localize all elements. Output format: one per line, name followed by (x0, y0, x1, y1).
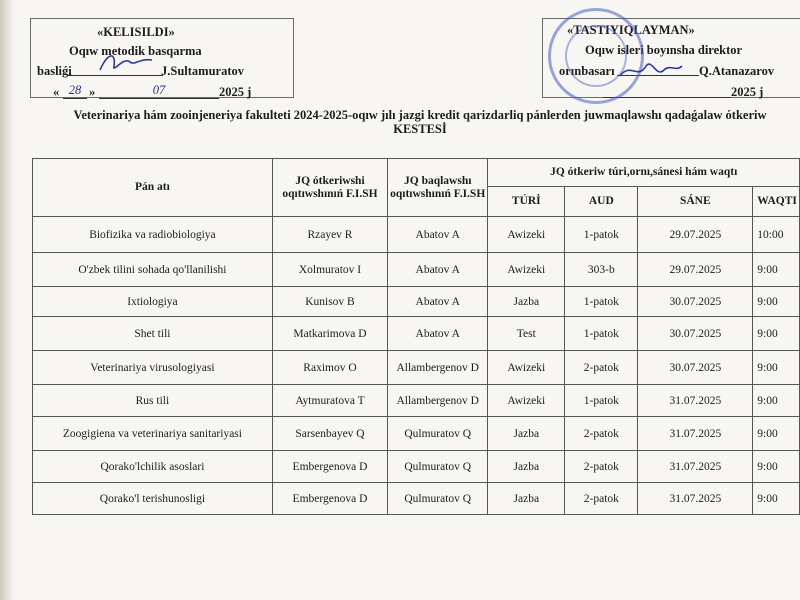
table-row (33, 287, 800, 317)
cell-subject: Biofizika va radiobiologiya (33, 217, 273, 253)
cell-time: 9:00 (753, 417, 800, 451)
date-line-right (603, 97, 731, 98)
approval-left-day: 28 (63, 83, 87, 99)
header-supervisor: JQ baqlawshı oqıtıwshınıń F.I.SH (388, 159, 488, 217)
cell-date: 31.07.2025 (638, 451, 753, 483)
approval-block-left (30, 18, 294, 98)
cell-supervisor: Allambergenov D (388, 385, 488, 417)
cell-supervisor: Abatov A (388, 287, 488, 317)
approval-left-heading: «KELISILDI» (97, 25, 175, 39)
cell-room: 2-patok (565, 483, 638, 515)
cell-room: 2-patok (565, 417, 638, 451)
header-date: SÁNE (638, 187, 753, 217)
approval-left-line1: Oqıw metodik basqarma (69, 44, 202, 58)
cell-time: 10:00 (753, 217, 800, 253)
cell-examiner: Sarsenbayev Q (272, 417, 387, 451)
cell-date: 30.07.2025 (638, 317, 753, 351)
cell-examiner: Rzayev R (272, 217, 387, 253)
approval-left-month: 07 (99, 83, 219, 99)
title-line-1: Veterinariya hám zooinjeneriya fakulteti 2024-2025-oqıw jılı jazgi kredit qarizdarliq pánlerden juwmaqlawshı qadaǵalaw ótkeriw (73, 108, 767, 122)
approval-right-line2: orınbasarı (559, 64, 615, 78)
signature-right (616, 56, 686, 84)
cell-time: 9:00 (753, 287, 800, 317)
approval-left-name: J.Sultamuratov (161, 64, 244, 78)
title-line-2: KESTESİ (393, 122, 447, 136)
cell-subject: O'zbek tilini sohada qo'llanilishi (33, 253, 273, 287)
cell-room: 1-patok (565, 385, 638, 417)
table-row (33, 253, 800, 287)
table-row (33, 351, 800, 385)
header-subject: Pán atı (33, 159, 273, 217)
cell-subject: Veterinariya virusologiyasi (33, 351, 273, 385)
cell-type: Jazba (488, 451, 565, 483)
cell-time: 9:00 (753, 317, 800, 351)
cell-subject: Ixtiologiya (33, 287, 273, 317)
cell-room: 1-patok (565, 217, 638, 253)
cell-date: 30.07.2025 (638, 351, 753, 385)
cell-supervisor: Qulmuratov Q (388, 483, 488, 515)
date-quote-open: « (53, 85, 60, 99)
cell-time: 9:00 (753, 483, 800, 515)
cell-time: 9:00 (753, 385, 800, 417)
cell-examiner: Embergenova D (272, 483, 387, 515)
document-title (40, 108, 800, 136)
approval-right-year: 2025 j (731, 85, 764, 99)
cell-subject: Qorako'lchilik asoslari (33, 451, 273, 483)
cell-date: 29.07.2025 (638, 217, 753, 253)
cell-supervisor: Abatov A (388, 317, 488, 351)
cell-examiner: Kunisov B (272, 287, 387, 317)
cell-date: 31.07.2025 (638, 417, 753, 451)
cell-date: 31.07.2025 (638, 483, 753, 515)
header-examiner: JQ ótkeriwshi oqıtıwshınıń F.I.SH (272, 159, 387, 217)
cell-type: Jazba (488, 287, 565, 317)
cell-type: Awizeki (488, 217, 565, 253)
cell-supervisor: Abatov A (388, 253, 488, 287)
table-row (33, 483, 800, 515)
header-room: AUD (565, 187, 638, 217)
cell-subject: Rus tili (33, 385, 273, 417)
cell-supervisor: Abatov A (388, 217, 488, 253)
cell-type: Test (488, 317, 565, 351)
cell-date: 29.07.2025 (638, 253, 753, 287)
cell-room: 303-b (565, 253, 638, 287)
header-type: TÚRİ (488, 187, 565, 217)
cell-time: 9:00 (753, 253, 800, 287)
cell-supervisor: Qulmuratov Q (388, 417, 488, 451)
cell-subject: Zoogigiena va veterinariya sanitariyasi (33, 417, 273, 451)
signature-left (96, 48, 156, 78)
cell-type: Jazba (488, 417, 565, 451)
schedule-table (32, 158, 800, 515)
cell-type: Awizeki (488, 385, 565, 417)
cell-date: 30.07.2025 (638, 287, 753, 317)
cell-time: 9:00 (753, 351, 800, 385)
header-exam-details: JQ ótkeriw túri,ornı,sánesi hám waqtı (488, 159, 800, 187)
cell-type: Awizeki (488, 351, 565, 385)
cell-subject: Shet tili (33, 317, 273, 351)
header-time: WAQTI (753, 187, 800, 217)
cell-room: 1-patok (565, 287, 638, 317)
cell-type: Awizeki (488, 253, 565, 287)
table-row (33, 317, 800, 351)
approval-left-year: 2025 j (219, 85, 252, 99)
approval-left-title: basliǵi (37, 64, 72, 78)
cell-examiner: Xolmuratov I (272, 253, 387, 287)
approval-right-heading: «TASTIYIQLAYMAN» (567, 23, 695, 37)
cell-examiner: Aytmuratova T (272, 385, 387, 417)
cell-examiner: Embergenova D (272, 451, 387, 483)
table-row (33, 451, 800, 483)
cell-time: 9:00 (753, 451, 800, 483)
cell-examiner: Raximov O (272, 351, 387, 385)
approval-right-name: Q.Atanazarov (699, 64, 775, 78)
cell-subject: Qorako'l terishunosligi (33, 483, 273, 515)
cell-supervisor: Qulmuratov Q (388, 451, 488, 483)
date-quote-close: » (89, 85, 96, 99)
cell-examiner: Matkarimova D (272, 317, 387, 351)
cell-type: Jazba (488, 483, 565, 515)
cell-date: 31.07.2025 (638, 385, 753, 417)
page-shadow (0, 0, 14, 600)
table-row (33, 417, 800, 451)
cell-room: 2-patok (565, 451, 638, 483)
cell-room: 1-patok (565, 317, 638, 351)
cell-supervisor: Allambergenov D (388, 351, 488, 385)
approval-right-line1: Oqıw isleri boyınsha direktor (585, 43, 743, 57)
cell-room: 2-patok (565, 351, 638, 385)
table-row (33, 385, 800, 417)
table-row (33, 217, 800, 253)
